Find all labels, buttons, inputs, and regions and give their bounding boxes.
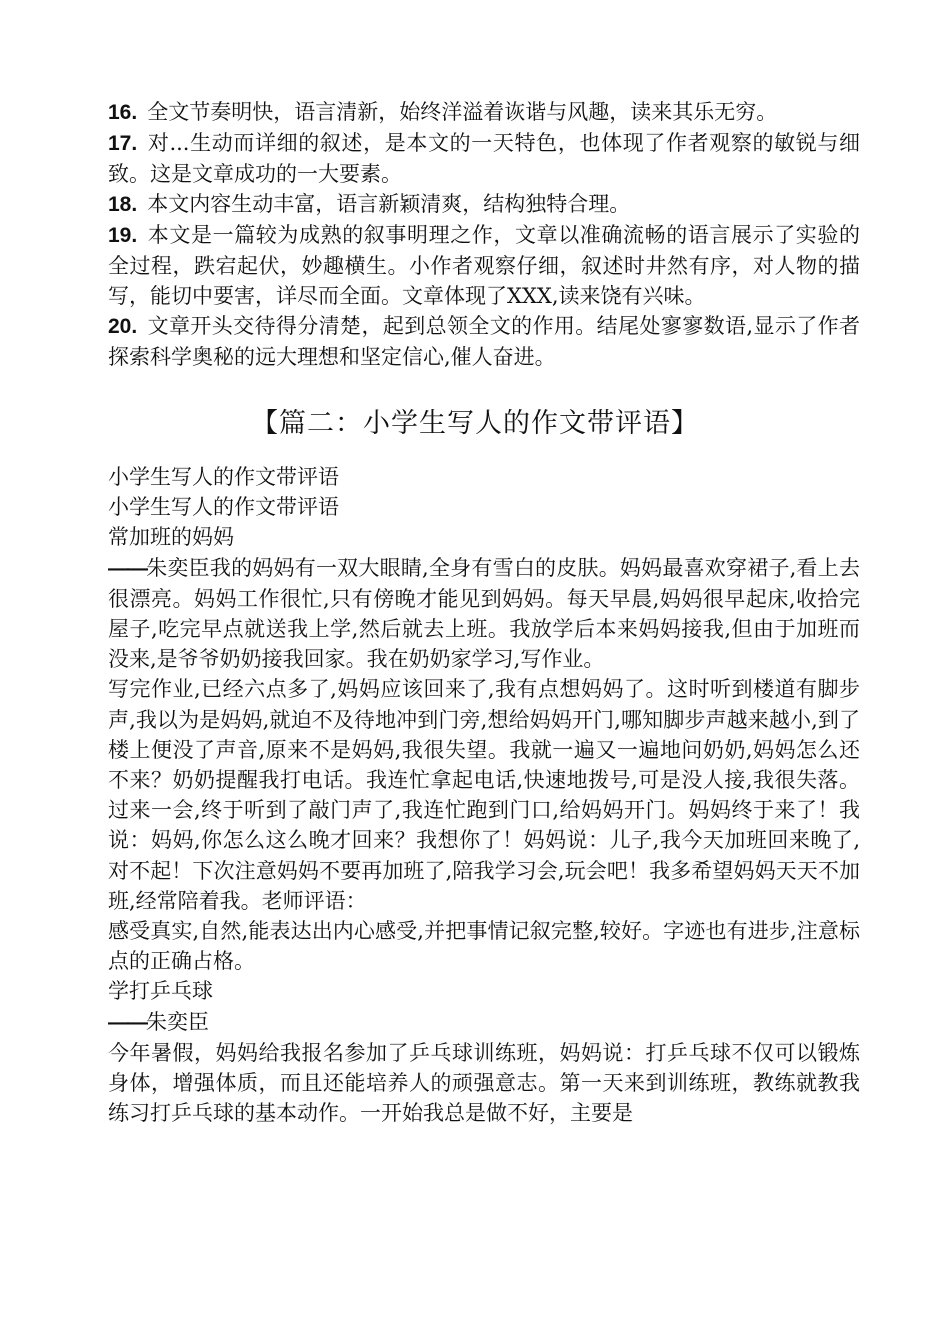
essay-subtitle: 小学生写人的作文带评语 <box>108 495 339 520</box>
comment-17 <box>108 128 860 189</box>
essay-body <box>108 462 860 1128</box>
comment-number: 19. <box>108 224 138 247</box>
story2-author: 朱奕臣 <box>146 1009 209 1034</box>
comment-text: 全文节奏明快，语言清新，始终洋溢着诙谐与风趣，读来其乐无穷。 <box>147 100 778 124</box>
author-dash: —— <box>108 1010 146 1034</box>
comment-text: 本文内容生动丰富，语言新颖清爽，结构独特合理。 <box>147 192 631 216</box>
comment-19 <box>108 220 860 311</box>
teacher-comment: 感受真实,自然,能表达出内心感受,并把事情记叙完整,较好。字迹也有进步,注意标点的正确占格。 <box>108 919 860 974</box>
story2-paragraph-1: 今年暑假，妈妈给我报名参加了乒乓球训练班，妈妈说：打乒乓球不仅可以锻炼身体，增强体质，而且还能培养人的顽强意志。第一天来到训练班，教练就教我练习打乒乓球的基本动作。一开始我总是做不好，主要是 <box>108 1040 860 1126</box>
author-dash: —— <box>108 556 146 580</box>
story1-text-1: 朱奕臣我的妈妈有一双大眼睛,全身有雪白的皮肤。妈妈最喜欢穿裙子,看上去很漂亮。妈妈工作很忙,只有傍晚才能见到妈妈。每天早晨,妈妈很早起床,收拾完屋子,吃完早点就送我上学,然后就去上班。我放学后本来妈妈接我,但由于加班而没来,是爷爷奶奶接我回家。我在奶奶家学习,写作业。 <box>108 555 860 672</box>
comment-number: 16. <box>108 101 138 124</box>
story2-author-line <box>108 1007 860 1038</box>
comment-20 <box>108 311 860 372</box>
comment-16 <box>108 97 860 128</box>
story2-title: 学打乒乓球 <box>108 979 213 1004</box>
comment-number: 17. <box>108 132 138 155</box>
essay-title: 小学生写人的作文带评语 <box>108 465 339 489</box>
comment-number: 20. <box>108 315 138 338</box>
comment-text: 文章开头交待得分清楚，起到总领全文的作用。结尾处寥寥数语,显示了作者探索科学奥秘的远大理想和坚定信心,催人奋进。 <box>108 314 860 369</box>
comment-18 <box>108 189 860 220</box>
comment-number: 18. <box>108 193 138 216</box>
story1-paragraph-1 <box>108 553 860 675</box>
story1-paragraph-2: 写完作业,已经六点多了,妈妈应该回来了,我有点想妈妈了。这时听到楼道有脚步声,我以为是妈妈,就迫不及待地冲到门旁,想给妈妈开门,哪知脚步声越来越小,到了楼上便没了声音,原来不是妈妈,我很失望。我就一遍又一遍地问奶奶,妈妈怎么还不来？奶奶提醒我打电话。我连忙拿起电话,快速地拨号,可是没人接,我很失落。过来一会,终于听到了敲门声了,我连忙跑到门口,给妈妈开门。妈妈终于来了！我说：妈妈,你怎么这么晚才回来？我想你了！妈妈说：儿子,我今天加班回来晚了,对不起！下次注意妈妈不要再加班了,陪我学习会,玩会吧！我多希望妈妈天天不加班,经常陪着我。老师评语： <box>108 677 860 913</box>
story1-title: 常加班的妈妈 <box>108 525 234 550</box>
comment-text: 对...生动而详细的叙述，是本文的一天特色，也体现了作者观察的敏锐与细致。这是文章成功的一大要素。 <box>108 131 860 186</box>
comments-list <box>108 97 860 372</box>
section-heading: 【篇二：小学生写人的作文带评语】 <box>251 408 699 439</box>
comment-text: 本文是一篇较为成熟的叙事明理之作，文章以准确流畅的语言展示了实验的全过程，跌宕起伏，妙趣横生。小作者观察仔细，叙述时井然有序，对人物的描写，能切中要害，详尽而全面。文章体现了XXX,读来饶有兴味。 <box>108 223 860 308</box>
